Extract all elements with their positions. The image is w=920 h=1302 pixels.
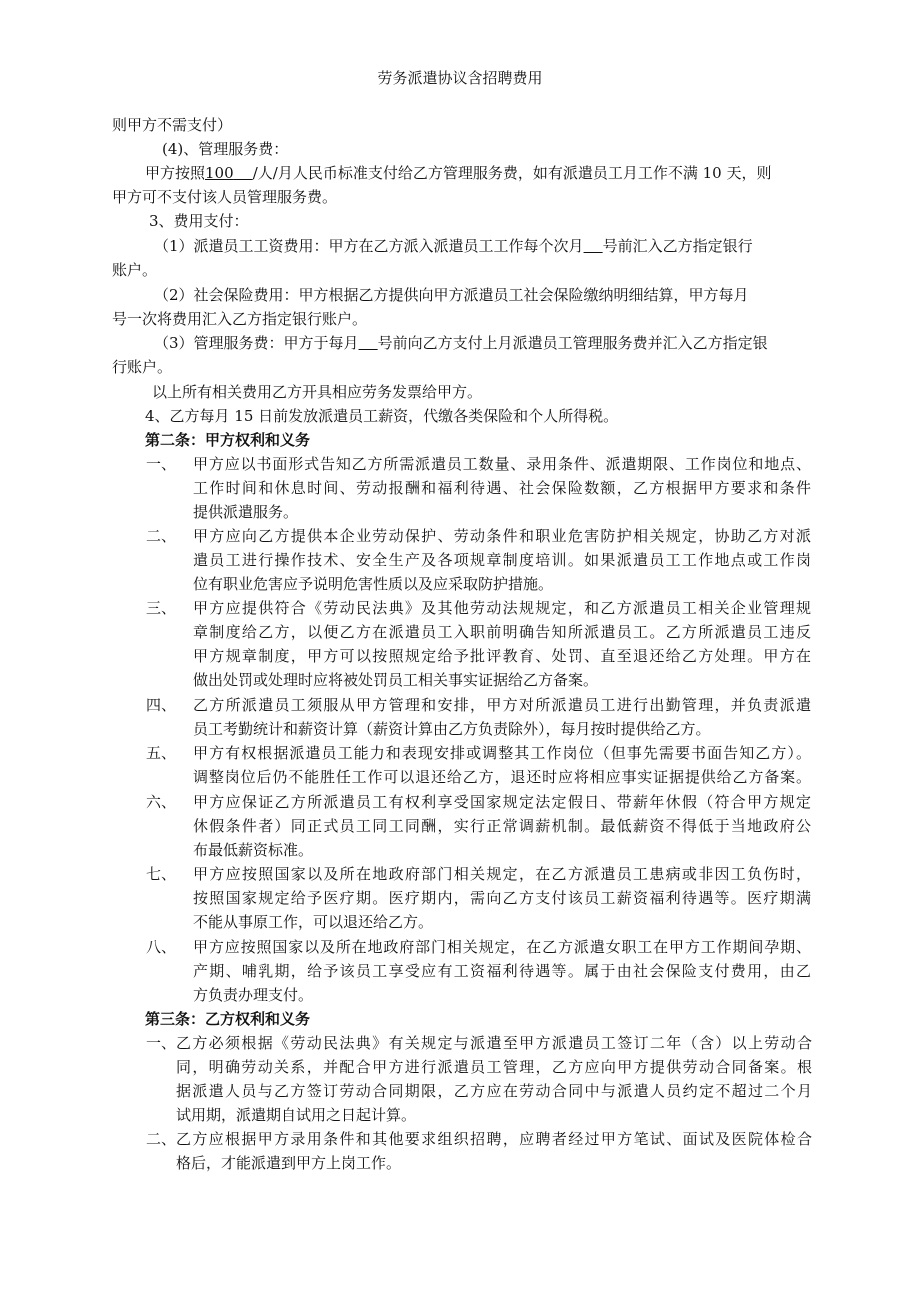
para-management-fee-line2: 甲方可不支付该人员管理服务费。 [112, 188, 338, 206]
item-number: 四、 [146, 696, 177, 714]
item-line: 乙方所派遣员工须服从甲方管理和安排，甲方对所派遣员工进行出勤管理，并负责派遣 [193, 696, 811, 714]
item-text [193, 935, 811, 1007]
item-line: 甲方规章制度，甲方可以按照规定给予批评教育、处罚、直至退还给乙方处理。甲方在 [193, 647, 811, 665]
text-segment: 号前汇入乙方指定银行 [602, 237, 753, 255]
item-number: 六、 [146, 793, 177, 811]
item-number: 二、 [146, 1130, 177, 1148]
item-text [193, 862, 811, 934]
item-line: 工作时间和休息时间、劳动报酬和福利待遇、社会保险数额，乙方根据甲方要求和条件 [193, 479, 811, 497]
section-heading-2: 第二条：甲方权利和义务 [145, 431, 311, 449]
document-title: 劳务派遣协议含招聘费用 [377, 69, 543, 87]
para-management-fee-line1 [145, 161, 771, 185]
para-heading-3: 3、费用支付： [149, 212, 249, 230]
item-line: 试用期，派遣期自试用之日起计算。 [176, 1106, 417, 1124]
blank-fill [234, 164, 253, 182]
item-number: 一、 [146, 1034, 177, 1052]
item-line: 甲方应提供符合《劳动民法典》及其他劳动法规规定，和乙方派遣员工相关企业管理规 [193, 599, 811, 617]
text-segment: /人/月人民币标准支付给乙方管理服务费，如有派遣员工月工作不满 10 天，则 [252, 164, 772, 182]
fee-amount [205, 164, 253, 182]
text-segment: （1）派遣员工工资费用：甲方在乙方派入派遣员工工作每个次月 [154, 237, 584, 255]
item-number: 五、 [146, 744, 177, 762]
para-service-fee-line1 [154, 331, 768, 355]
para-salary-release: 4、乙方每月 15 日前发放派遣员工薪资，代缴各类保险和个人所得税。 [145, 407, 619, 425]
para-invoice: 以上所有相关费用乙方开具相应劳务发票给甲方。 [152, 383, 483, 401]
item-line: 不能从事原工作，可以退还给乙方。 [193, 913, 434, 931]
item-text [176, 1127, 812, 1175]
item-line: 甲方应按照国家以及所在地政府部门相关规定，在乙方派遣女职工在甲方工作期间孕期、 [193, 938, 811, 956]
section-heading-3: 第三条：乙方权利和义务 [145, 1010, 311, 1028]
item-number: 三、 [146, 599, 177, 617]
item-text [193, 741, 811, 789]
item-text [193, 596, 811, 692]
text-segment: 号前向乙方支付上月派遣员工管理服务费并汇入乙方指定银 [377, 334, 768, 352]
item-line: 甲方应保证乙方所派遣员工有权利享受国家规定法定假日、带薪年休假（符合甲方规定 [193, 793, 811, 811]
item-text [193, 524, 811, 596]
text-segment: （3）管理服务费：甲方于每月 [154, 334, 359, 352]
item-line: 员工考勤统计和薪资计算（薪资计算由乙方负责除外），每月按时提供给乙方。 [193, 720, 711, 738]
item-text [193, 452, 811, 524]
item-line: 按照国家规定给予医疗期。医疗期内，需向乙方支付该员工薪资福利待遇等。医疗期满 [193, 889, 811, 907]
item-line: 甲方有权根据派遣员工能力和表现安排或调整其工作岗位（但事先需要书面告知乙方）。 [193, 744, 811, 762]
item-line: 布最低薪资标准。 [193, 841, 314, 859]
item-line: 调整岗位后仍不能胜任工作可以退还给乙方，退还时应将相应事实证据提供给乙方备案。 [193, 768, 811, 786]
item-number: 七、 [146, 865, 177, 883]
item-line: 甲方应以书面形式告知乙方所需派遣员工数量、录用条件、派遣期限、工作岗位和地点、 [193, 455, 811, 473]
para-continuation: 则甲方不需支付） [112, 116, 233, 134]
item-line: 提供派遣服务。 [193, 503, 299, 521]
item-text [193, 790, 811, 862]
item-line: 甲方应按照国家以及所在地政府部门相关规定，在乙方派遣员工患病或非因工负伤时， [193, 865, 811, 883]
item-line: 同，明确劳动关系，并配合甲方进行派遣员工管理，乙方应向甲方提供劳动合同备案。根 [176, 1058, 812, 1076]
blank-fill [584, 237, 603, 255]
item-number: 二、 [146, 527, 177, 545]
item-line: 产期、哺乳期，给予该员工享受应有工资福利待遇等。属于由社会保险支付费用，由乙 [193, 962, 811, 980]
para-wage-payment-line2: 账户。 [112, 261, 158, 279]
para-insurance-line1: （2）社会保险费用：甲方根据乙方提供向甲方派遣员工社会保险缴纳明细结算，甲方每月 [154, 286, 749, 304]
blank-fill [359, 334, 378, 352]
item-text [193, 693, 811, 741]
item-line: 甲方应向乙方提供本企业劳动保护、劳动条件和职业危害防护相关规定，协助乙方对派 [193, 527, 811, 545]
item-number: 八、 [146, 938, 177, 956]
para-insurance-line2: 号一次将费用汇入乙方指定银行账户。 [112, 310, 368, 328]
item-line: 方负责办理支付。 [193, 986, 314, 1004]
fee-value: 100 [205, 164, 234, 182]
item-line: 乙方必须根据《劳动民法典》有关规定与派遣至甲方派遣员工签订二年（含）以上劳动合 [176, 1034, 812, 1052]
text-segment: 甲方按照 [145, 164, 206, 182]
item-line: 休假条件者）同正式员工同工同酬，实行正常调薪机制。最低薪资不得低于当地政府公 [193, 817, 811, 835]
item-number: 一、 [146, 455, 177, 473]
item-line: 章制度给乙方，以便乙方在派遣员工入职前明确告知所派遣员工。乙方所派遣员工违反 [193, 623, 811, 641]
item-line: 遣员工进行操作技术、安全生产及各项规章制度培训。如果派遣员工工作地点或工作岗 [193, 551, 811, 569]
item-line: 据派遣人员与乙方签订劳动合同期限，乙方应在劳动合同中与派遣人员约定不超过二个月 [176, 1082, 812, 1100]
para-heading-4: (4)、管理服务费： [162, 140, 289, 158]
item-line: 位有职业危害应予说明危害性质以及应采取防护措施。 [193, 575, 554, 593]
para-wage-payment-line1 [154, 234, 753, 258]
para-service-fee-line2: 行账户。 [112, 358, 173, 376]
item-line: 格后，才能派遣到甲方上岗工作。 [176, 1154, 402, 1172]
item-line: 乙方应根据甲方录用条件和其他要求组织招聘，应聘者经过甲方笔试、面试及医院体检合 [176, 1130, 812, 1148]
item-line: 做出处罚或处理时应将被处罚员工相关事实证据给乙方备案。 [193, 671, 599, 689]
item-text [176, 1031, 812, 1127]
